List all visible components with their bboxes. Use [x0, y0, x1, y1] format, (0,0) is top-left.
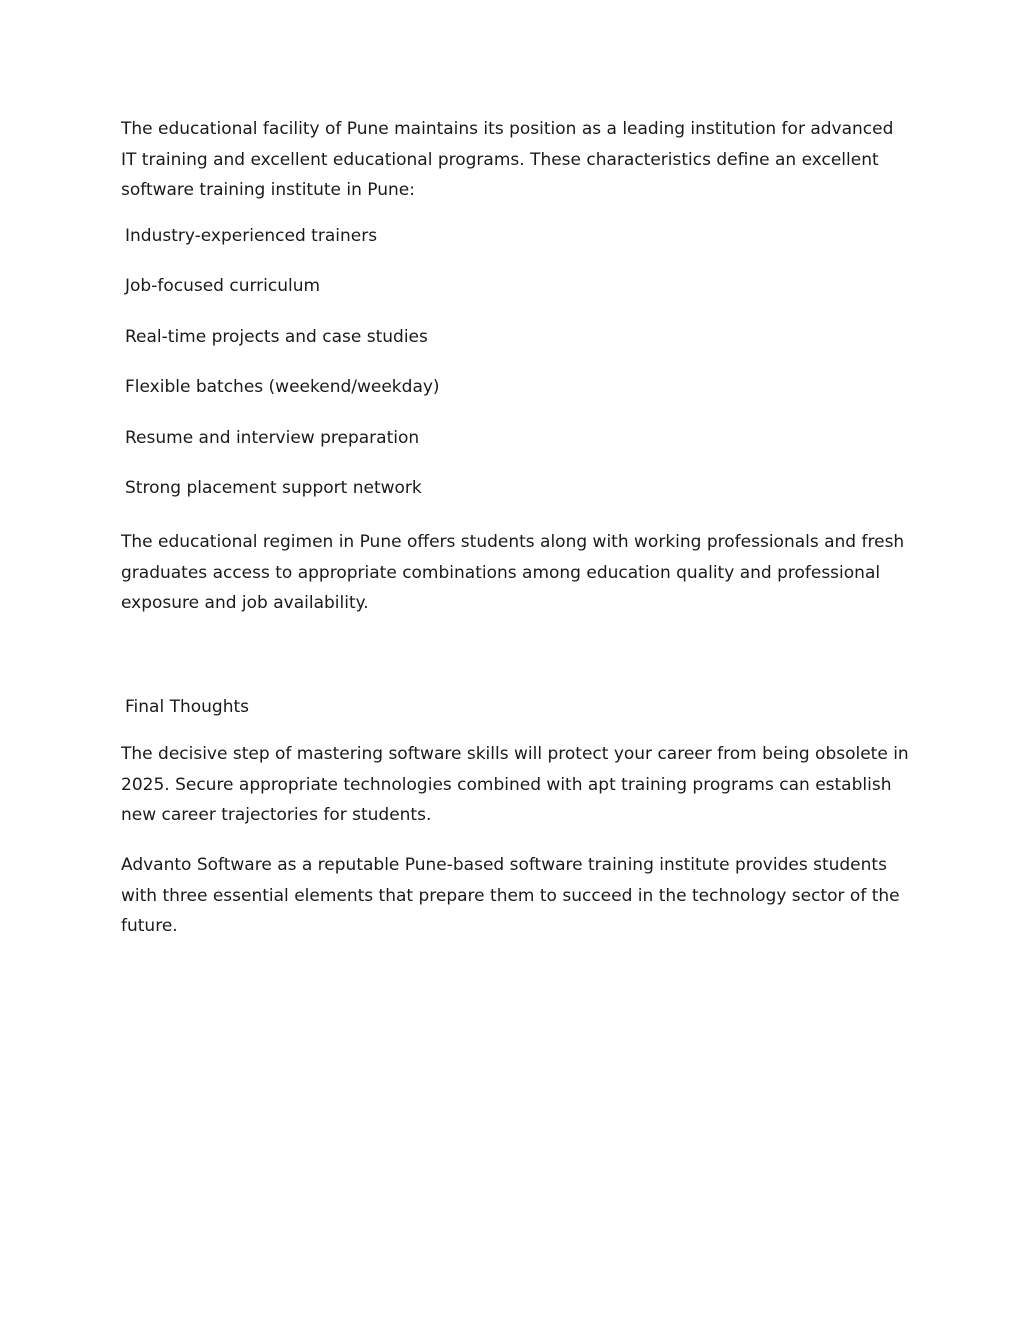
characteristic-item: Job-focused curriculum [125, 276, 321, 296]
characteristic-item: Flexible batches (weekend/weekday) [125, 377, 440, 397]
intro-paragraph: The educational facility of Pune maintains its position as a leading institution for advanced IT training and excellent educational programs. These characteristics define an excellent software training institute in Pune: [121, 119, 894, 200]
final-thoughts-paragraph-1: The decisive step of mastering software skills will protect your career from being obsolete in 2025. Secure appropriate technologies combined with apt training programs can establish new career trajectories for students. [121, 744, 909, 825]
final-thoughts-paragraph-2: Advanto Software as a reputable Pune-based software training institute provides students with three essential elements that prepare them to succeed in the technology sector of the future. [121, 855, 900, 936]
characteristic-item: Strong placement support network [125, 478, 422, 498]
final-thoughts-heading: Final Thoughts [125, 697, 250, 717]
characteristic-item: Resume and interview preparation [125, 428, 420, 448]
characteristic-item: Industry-experienced trainers [125, 226, 378, 246]
characteristic-item: Real-time projects and case studies [125, 327, 428, 347]
regimen-paragraph: The educational regimen in Pune offers students along with working professionals and fresh graduates access to appropriate combinations among education quality and professional exposure and job availability. [121, 532, 905, 613]
